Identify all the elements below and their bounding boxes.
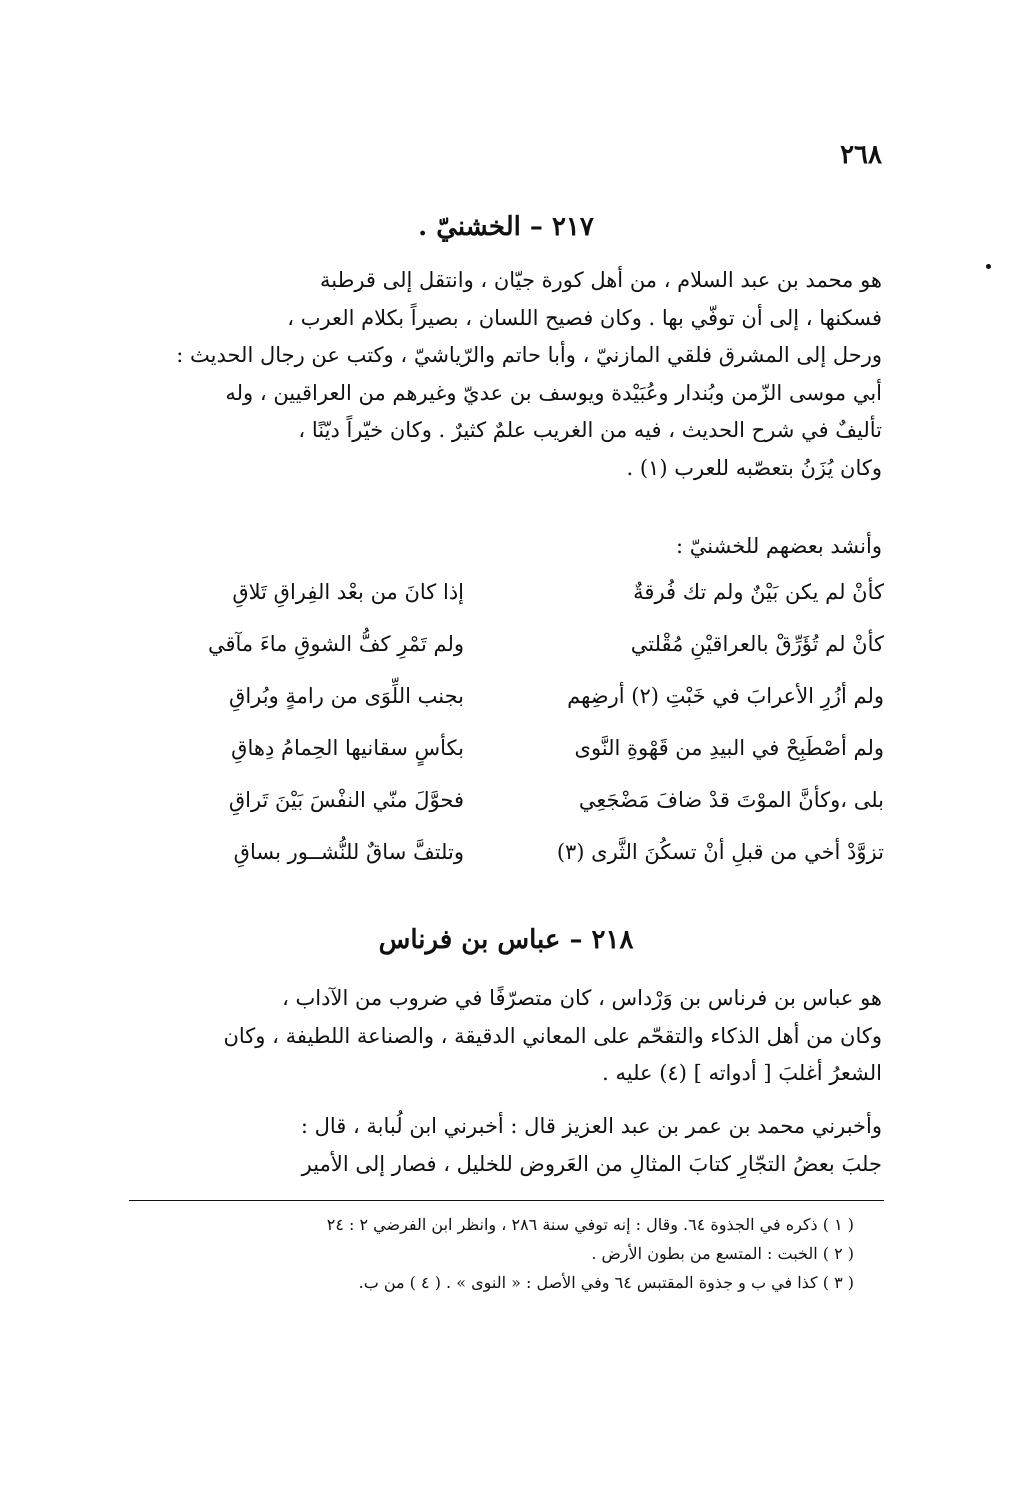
verse-second-hemistich: وتلتفَّ ساقٌ للنُّشــور بساقِ (233, 840, 464, 864)
poem (124, 580, 884, 892)
text-line: وكان من أهل الذكاء والتقحّم على المعاني الدقيقة ، والصناعة اللطيفة ، وكان (223, 1023, 882, 1048)
text-line: وأخبرني محمد بن عمر بن عبد العزيز قال : أخبرني ابن لُبابة ، قال : (300, 1114, 882, 1138)
text-line: أبي موسى الزّمن وبُندار وعُبَيْدة ويوسف بن عديّ وغيرهم من العراقيين ، وله (225, 380, 882, 405)
footnotes (154, 1210, 854, 1297)
text-line: جلبَ بعضُ التجّارِ كتابَ المثالِ من العَروض للخليل ، فصار إلى الأمير (301, 1151, 882, 1176)
verse-first-hemistich: تزوَّدْ أخي من قبلِ أنْ تسكُنَ الثَّرى (٣) (556, 840, 884, 864)
margin-dot (986, 264, 991, 269)
footnote: ( ٣ ) كذا في ب و جذوة المقتبس ٦٤ وفي الأصل : « النوى » . ( ٤ ) من ب. (358, 1273, 854, 1292)
text-line: وأنشد بعضهم للخشنيّ : (675, 534, 882, 558)
entry-217-heading: ٢١٧ – الخشنيّ . (418, 212, 594, 242)
footnote: ( ٢ ) الخبت : المتسع من بطون الأرض . (591, 1244, 854, 1263)
verse (124, 736, 884, 788)
footnote: ( ١ ) ذكره في الجذوة ٦٤. وقال : إنه توفي سنة ٢٨٦ ، وانظر ابن الفرضي ٢ : ٢٤ (326, 1215, 854, 1234)
verse-first-hemistich: بلى ،وكأنَّ الموْتَ قدْ ضافَ مَضْجَعِي (578, 788, 884, 812)
entry-218-story (127, 1108, 882, 1183)
verse (124, 632, 884, 684)
entry-218-heading: ٢١٨ – عباس بن فرناس (378, 925, 634, 955)
verse-first-hemistich: كأنْ لم تُؤَرِّقْ بالعراقيْنِ مُقْلتي (630, 632, 884, 656)
verse-first-hemistich: كأنْ لم يكن بَيْنٌ ولم تك فُرقةٌ (633, 580, 884, 604)
text-line: هو محمد بن عبد السلام ، من أهل كورة جيّان ، وانتقل إلى قرطبة (320, 268, 882, 292)
verse-second-hemistich: بكأسٍ سقانيها الحِمامُ دِهاقِ (231, 736, 464, 760)
verse (124, 684, 884, 736)
footnote-divider (129, 1200, 884, 1201)
text-line: فسكنها ، إلى أن توفّي بها . وكان فصيح اللسان ، بصيراً بكلام العرب ، (287, 305, 882, 330)
entry-217-biography (127, 262, 882, 487)
verse-first-hemistich: ولم أزُرِ الأعرابَ في خَبْتِ (٢) أرضِهم (567, 684, 884, 708)
text-line: تأليفٌ في شرح الحديث ، فيه من الغريب علمٌ كثيرٌ . وكان خيّراً ديّنًا ، (298, 418, 882, 442)
text-line: ورحل إلى المشرق فلقي المازنيّ ، وأبا حاتم والرّياشيّ ، وكتب عن رجال الحديث : (176, 343, 882, 367)
text-line: هو عباس بن فرناس بن وَرْداس ، كان متصرّفًا في ضروب من الآداب ، (282, 986, 882, 1010)
verse-second-hemistich: بجنب اللِّوَى من رامةٍ وبُراقِ (229, 684, 464, 708)
text-line: الشعرُ أغلبَ [ أدواته ] (٤) عليه . (602, 1061, 882, 1085)
verse-second-hemistich: إذا كانَ من بعْد الفِراقِ تَلاقِ (232, 580, 464, 604)
verse-first-hemistich: ولم أصْطَبِحْ في البيدِ من قَهْوةِ النَّوى (574, 736, 884, 760)
poem-intro (127, 528, 882, 566)
entry-218-biography (127, 980, 882, 1093)
text-line: وكان يُزَنُ بتعصّبه للعرب (١) . (626, 455, 882, 480)
verse-second-hemistich: ولم تَمْرِ كفُّ الشوقِ ماءَ مآقي (207, 632, 464, 656)
page-number: ٢٦٨ (840, 140, 882, 170)
verse (124, 788, 884, 840)
verse (124, 580, 884, 632)
verse-second-hemistich: فحوَّلَ منّي النفْسَ بَيْنَ تَراقِ (228, 788, 464, 812)
verse (124, 840, 884, 892)
